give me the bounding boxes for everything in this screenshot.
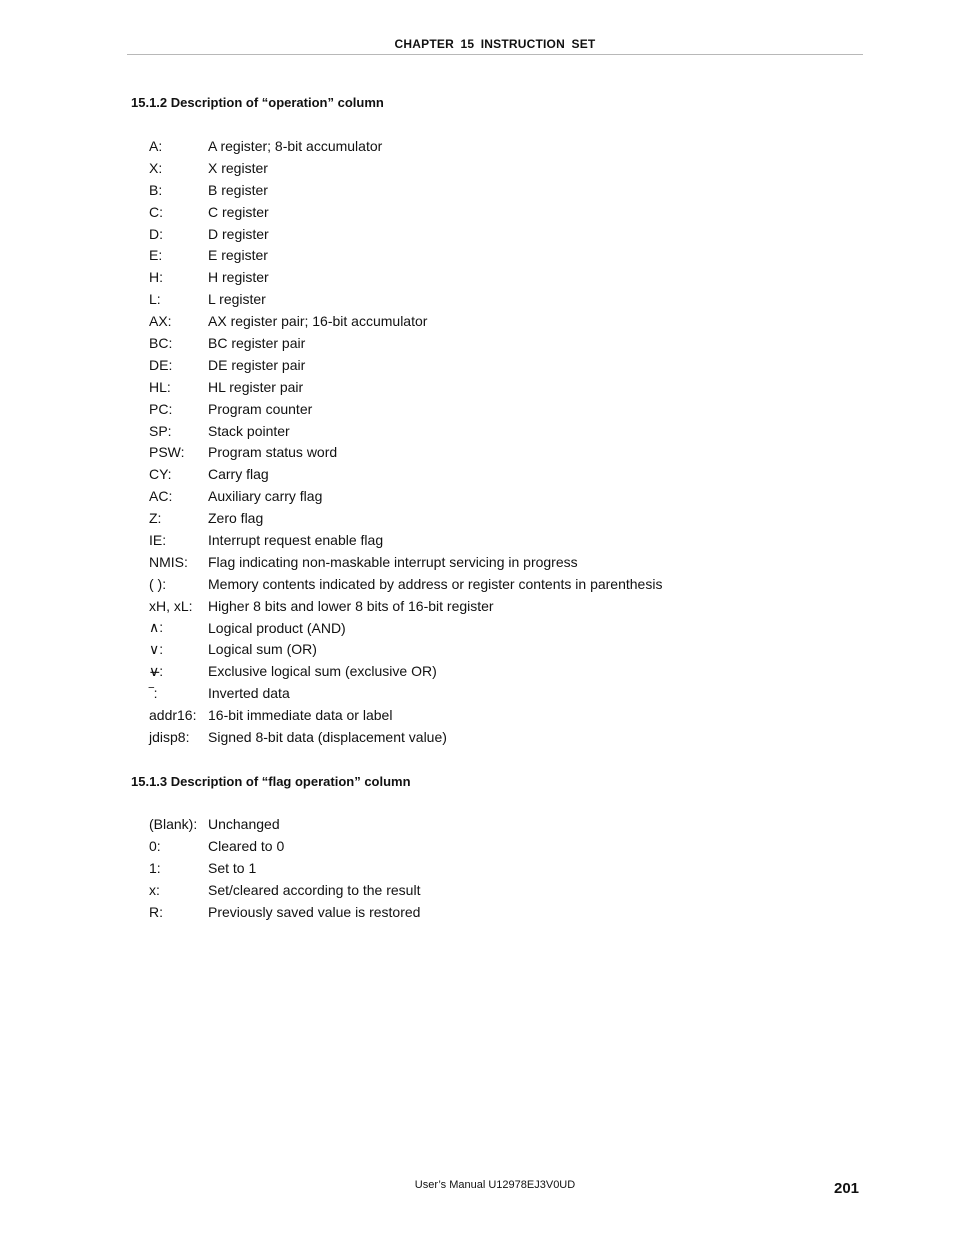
definition-term: L: bbox=[149, 291, 161, 308]
definition-description: Stack pointer bbox=[208, 422, 290, 439]
definition-row bbox=[149, 244, 849, 266]
definition-term: DE: bbox=[149, 356, 173, 373]
definition-description: Inverted data bbox=[208, 685, 290, 702]
flag-definition-list bbox=[149, 813, 849, 922]
definition-term: HL: bbox=[149, 378, 171, 395]
definition-description: Program status word bbox=[208, 444, 338, 461]
definition-term: CY: bbox=[149, 466, 172, 483]
definition-description: Logical product (AND) bbox=[208, 619, 346, 636]
definition-description: Signed 8-bit data (displacement value) bbox=[208, 728, 447, 745]
definition-description: A register; 8-bit accumulator bbox=[208, 137, 383, 154]
definition-row bbox=[149, 879, 849, 901]
definition-row bbox=[149, 441, 849, 463]
definition-term: addr16: bbox=[149, 707, 197, 724]
definition-term: ∧: bbox=[149, 619, 164, 636]
definition-description: D register bbox=[208, 225, 269, 242]
definition-description: Carry flag bbox=[208, 466, 269, 483]
footer-manual-label: User’s Manual U12978EJ3V0UD bbox=[414, 1179, 576, 1191]
definition-description: C register bbox=[208, 203, 269, 220]
definition-description: Memory contents indicated by address or register contents in parenthesis bbox=[208, 575, 663, 592]
definition-row bbox=[149, 726, 849, 748]
definition-term: PC: bbox=[149, 400, 173, 417]
definition-term: 1: bbox=[149, 859, 161, 876]
definition-row bbox=[149, 595, 849, 617]
definition-row bbox=[149, 704, 849, 726]
section-title-flag-operation: 15.1.3 Description of “flag operation” column bbox=[131, 774, 411, 789]
definition-description: Interrupt request enable flag bbox=[208, 531, 384, 548]
definition-term: A: bbox=[149, 137, 163, 154]
definition-description: X register bbox=[208, 159, 268, 176]
definition-term: AX: bbox=[149, 313, 172, 330]
definition-term: NMIS: bbox=[149, 553, 188, 570]
definition-term: ‾: bbox=[149, 685, 158, 702]
definition-term: jdisp8: bbox=[149, 728, 190, 745]
page-number: 201 bbox=[834, 1180, 860, 1197]
definition-term: xH, xL: bbox=[149, 597, 193, 614]
definition-description: Set/cleared according to the result bbox=[208, 881, 421, 898]
definition-description: Previously saved value is restored bbox=[208, 903, 421, 920]
definition-term: ( ): bbox=[149, 575, 167, 592]
header-divider bbox=[127, 54, 863, 55]
definition-description: HL register pair bbox=[208, 378, 304, 395]
definition-description: Program counter bbox=[208, 400, 313, 417]
definition-term: BC: bbox=[149, 334, 173, 351]
definition-row bbox=[149, 638, 849, 660]
definition-description: 16-bit immediate data or label bbox=[208, 707, 393, 724]
definition-row bbox=[149, 835, 849, 857]
definition-row bbox=[149, 529, 849, 551]
operation-definition-list bbox=[149, 135, 849, 748]
definition-term: 0: bbox=[149, 837, 161, 854]
definition-row bbox=[149, 223, 849, 245]
definition-term: X: bbox=[149, 159, 163, 176]
definition-term: Z: bbox=[149, 510, 162, 527]
definition-term: ∨̶: bbox=[149, 662, 164, 679]
definition-description: AX register pair; 16-bit accumulator bbox=[208, 313, 428, 330]
definition-description: Auxiliary carry flag bbox=[208, 488, 323, 505]
definition-row bbox=[149, 682, 849, 704]
definition-description: L register bbox=[208, 291, 266, 308]
definition-row bbox=[149, 310, 849, 332]
definition-row bbox=[149, 266, 849, 288]
definition-row bbox=[149, 660, 849, 682]
definition-description: E register bbox=[208, 247, 268, 264]
definition-description: Set to 1 bbox=[208, 859, 257, 876]
definition-row bbox=[149, 463, 849, 485]
definition-row bbox=[149, 157, 849, 179]
definition-description: Zero flag bbox=[208, 510, 264, 527]
definition-description: Logical sum (OR) bbox=[208, 641, 317, 658]
definition-row bbox=[149, 901, 849, 923]
definition-term: E: bbox=[149, 247, 163, 264]
definition-description: Cleared to 0 bbox=[208, 837, 285, 854]
section-title-operation: 15.1.2 Description of “operation” column bbox=[131, 95, 384, 110]
definition-term: x: bbox=[149, 881, 160, 898]
definition-row bbox=[149, 485, 849, 507]
definition-row bbox=[149, 135, 849, 157]
definition-term: D: bbox=[149, 225, 163, 242]
definition-row bbox=[149, 179, 849, 201]
definition-row bbox=[149, 354, 849, 376]
definition-row bbox=[149, 332, 849, 354]
definition-term: AC: bbox=[149, 488, 173, 505]
definition-description: BC register pair bbox=[208, 334, 306, 351]
definition-row bbox=[149, 573, 849, 595]
definition-row bbox=[149, 288, 849, 310]
definition-term: C: bbox=[149, 203, 163, 220]
definition-term: (Blank): bbox=[149, 815, 198, 832]
definition-row bbox=[149, 376, 849, 398]
chapter-header: CHAPTER 15 INSTRUCTION SET bbox=[394, 37, 596, 51]
definition-row bbox=[149, 201, 849, 223]
definition-term: R: bbox=[149, 903, 163, 920]
definition-description: H register bbox=[208, 269, 269, 286]
definition-row bbox=[149, 398, 849, 420]
definition-term: B: bbox=[149, 181, 163, 198]
definition-row bbox=[149, 507, 849, 529]
definition-description: Flag indicating non-maskable interrupt servicing in progress bbox=[208, 553, 578, 570]
definition-term: IE: bbox=[149, 531, 167, 548]
definition-row bbox=[149, 551, 849, 573]
definition-row bbox=[149, 617, 849, 639]
definition-description: Exclusive logical sum (exclusive OR) bbox=[208, 663, 437, 680]
definition-term: H: bbox=[149, 269, 163, 286]
definition-description: Unchanged bbox=[208, 815, 280, 832]
definition-term: ∨: bbox=[149, 640, 164, 657]
definition-row bbox=[149, 857, 849, 879]
definition-row bbox=[149, 420, 849, 442]
definition-description: DE register pair bbox=[208, 356, 306, 373]
definition-term: PSW: bbox=[149, 444, 185, 461]
definition-term: SP: bbox=[149, 422, 172, 439]
definition-description: Higher 8 bits and lower 8 bits of 16-bit register bbox=[208, 597, 494, 614]
definition-row bbox=[149, 813, 849, 835]
definition-description: B register bbox=[208, 181, 268, 198]
